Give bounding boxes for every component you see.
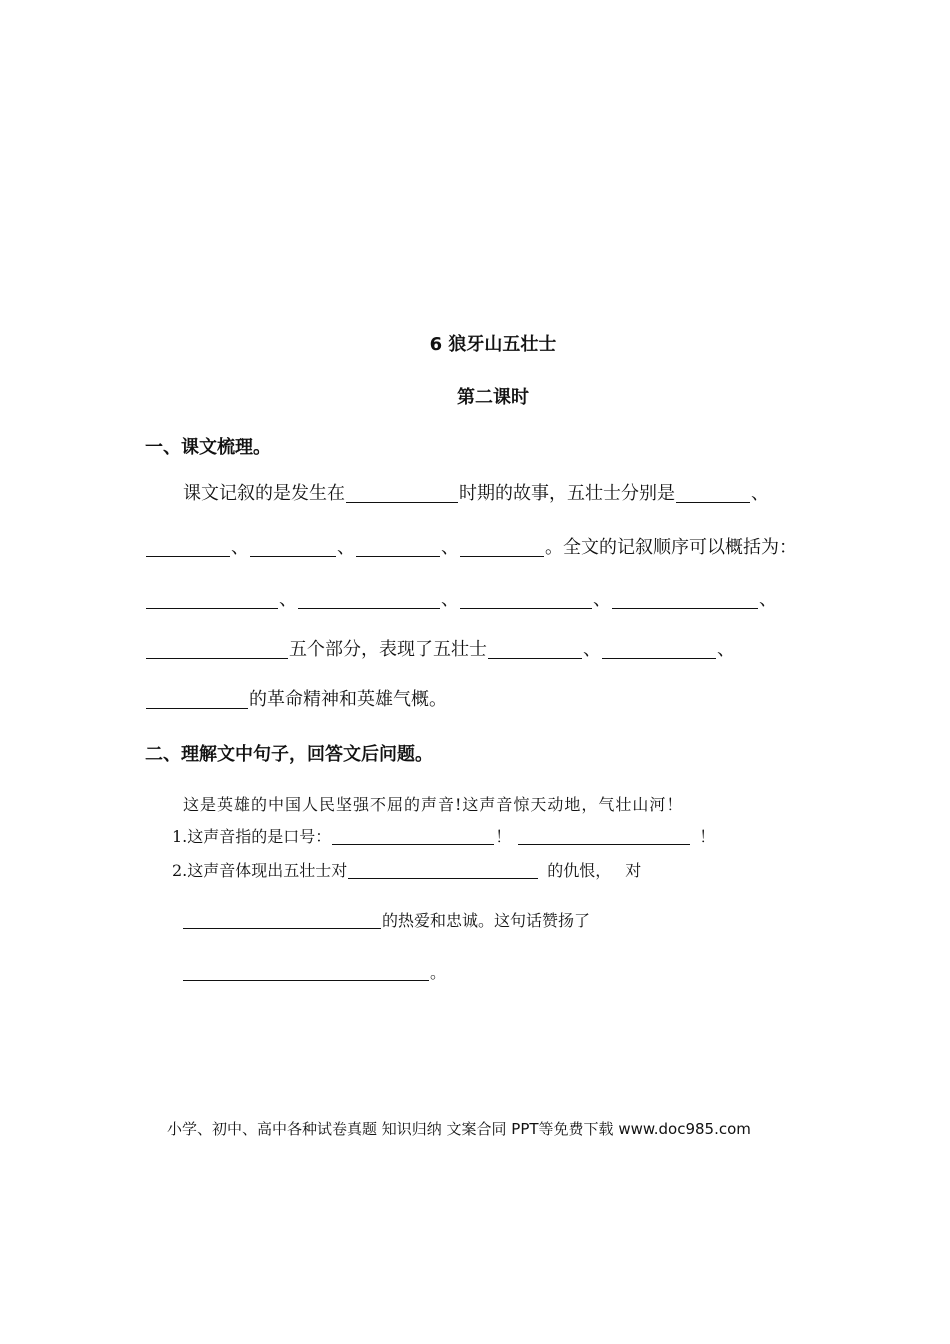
question-text: 的仇恨， bbox=[547, 861, 612, 880]
answer-blank[interactable] bbox=[146, 538, 230, 557]
footer-banner: 小学、初中、高中各种试卷真题 知识归纳 文案合同 PPT等免费下载 www.doc985.com bbox=[167, 1120, 751, 1138]
separator: 、 bbox=[231, 537, 249, 558]
question-text: 1.这声音指的是口号： bbox=[172, 827, 332, 846]
answer-blank[interactable] bbox=[612, 590, 758, 609]
answer-blank[interactable] bbox=[183, 912, 381, 929]
question-2-line-3 bbox=[182, 964, 446, 981]
answer-blank[interactable] bbox=[332, 828, 494, 845]
section-1-heading: 一、课文梳理。 bbox=[145, 437, 271, 458]
exclamation: ！ bbox=[699, 827, 716, 846]
answer-blank[interactable] bbox=[602, 640, 716, 659]
separator: 、 bbox=[759, 589, 777, 610]
question-2 bbox=[172, 862, 641, 879]
separator: 、 bbox=[717, 639, 735, 660]
quoted-sentence: 这是英雄的中国人民坚强不屈的声音!这声音惊天动地，气壮山河！ bbox=[183, 795, 684, 814]
separator: 、 bbox=[441, 537, 459, 558]
answer-blank[interactable] bbox=[250, 538, 336, 557]
section-1-line-4 bbox=[145, 640, 735, 659]
answer-blank[interactable] bbox=[346, 484, 458, 503]
answer-blank[interactable] bbox=[146, 640, 288, 659]
question-text: 2.这声音体现出五壮士对 bbox=[172, 861, 348, 880]
question-1 bbox=[172, 828, 715, 845]
question-2-line-2 bbox=[182, 912, 590, 929]
question-text: 。 bbox=[430, 963, 447, 982]
section-1-line-2 bbox=[145, 538, 797, 557]
separator: 、 bbox=[593, 589, 611, 610]
answer-blank[interactable] bbox=[146, 590, 278, 609]
answer-blank[interactable] bbox=[488, 640, 582, 659]
separator: 、 bbox=[337, 537, 355, 558]
separator: 、 bbox=[279, 589, 297, 610]
separator: 、 bbox=[583, 639, 601, 660]
answer-blank[interactable] bbox=[518, 828, 690, 845]
line-text: 。全文的记叙顺序可以概括为： bbox=[545, 537, 797, 558]
answer-blank[interactable] bbox=[146, 690, 248, 709]
answer-blank[interactable] bbox=[356, 538, 440, 557]
line-text: 五个部分，表现了五壮士 bbox=[289, 639, 487, 660]
lesson-subtitle: 第二课时 bbox=[457, 387, 529, 408]
section-1-line-3 bbox=[145, 590, 777, 609]
answer-blank[interactable] bbox=[183, 964, 429, 981]
line-text: 的革命精神和英雄气概。 bbox=[249, 689, 447, 710]
lesson-title: 6 狼牙山五壮士 bbox=[429, 334, 557, 355]
answer-blank[interactable] bbox=[348, 862, 538, 879]
line-text: 、 bbox=[751, 483, 769, 504]
question-text: 的热爱和忠诚。这句话赞扬了 bbox=[382, 911, 591, 930]
section-1-line-1 bbox=[183, 484, 769, 503]
answer-blank[interactable] bbox=[460, 590, 592, 609]
answer-blank[interactable] bbox=[676, 484, 750, 503]
separator: 、 bbox=[441, 589, 459, 610]
answer-blank[interactable] bbox=[298, 590, 440, 609]
line-text: 时期的故事，五壮士分别是 bbox=[459, 483, 675, 504]
question-text: 对 bbox=[625, 861, 642, 880]
answer-blank[interactable] bbox=[460, 538, 544, 557]
exclamation: ！ bbox=[495, 827, 512, 846]
section-2-heading: 二、理解文中句子，回答文后问题。 bbox=[145, 744, 433, 765]
line-text: 课文记叙的是发生在 bbox=[183, 483, 345, 504]
section-1-line-5 bbox=[145, 690, 447, 709]
